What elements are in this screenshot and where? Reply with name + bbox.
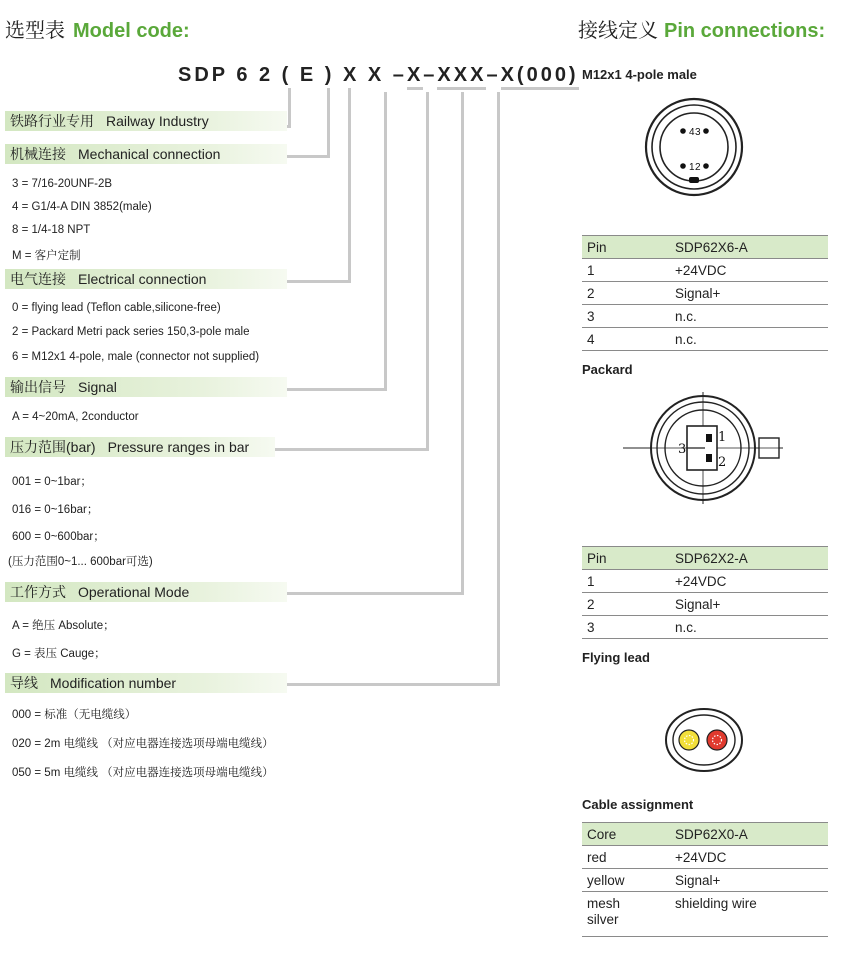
connector-line — [282, 155, 330, 158]
flying-lead-title: Flying lead — [582, 650, 650, 665]
table-cell: Signal+ — [670, 593, 828, 616]
packard-pin-label: 2 — [718, 455, 727, 470]
table-header-cell: Core — [582, 823, 670, 846]
band-mode — [5, 582, 287, 602]
cable-assignment-table — [582, 822, 828, 937]
table-cell: red — [582, 846, 670, 869]
model-code-string — [178, 64, 579, 87]
band-railway — [5, 111, 287, 131]
pin-connections-header-cn: 接线定义 — [578, 20, 658, 42]
model-code-header-en: Model code: — [73, 20, 190, 42]
connector-line — [270, 448, 429, 451]
band-mechanical-en: Mechanical connection — [78, 146, 221, 162]
m12-title: M12x1 4-pole male — [582, 67, 697, 82]
band-mechanical — [5, 144, 287, 164]
table-header-cell: Pin — [582, 547, 670, 570]
table-header-cell: Pin — [582, 236, 670, 259]
pin-connections-header-en: Pin connections: — [664, 20, 826, 42]
band-pressure-en: Pressure ranges in bar — [107, 439, 250, 455]
mode-option: A = 绝压 Absolute； — [12, 620, 115, 632]
m12-pin-label: 4 — [689, 127, 695, 138]
table-header-row — [582, 547, 828, 570]
table-row — [582, 282, 828, 305]
model-code-prefix: SDP 6 2 ( E ) X X – — [178, 64, 407, 86]
signal-option: A = 4~20mA, 2conductor — [12, 411, 139, 423]
silver-core-label: silver — [587, 912, 619, 927]
flying-lead-cable-diagram — [664, 707, 744, 773]
connector-line — [348, 88, 351, 283]
connector-line — [426, 92, 429, 451]
band-modification-cn: 导线 — [10, 675, 38, 691]
model-code-dash: – — [486, 64, 501, 86]
table-cell — [582, 892, 670, 937]
model-code-segment-signal: X — [407, 64, 423, 90]
modification-option: 000 = 标准（无电缆线） — [12, 709, 137, 721]
connector-line — [327, 88, 330, 158]
connector-line — [384, 92, 387, 391]
table-cell: 1 — [582, 259, 670, 282]
pressure-note: (压力范围0~1... 600bar可选) — [8, 556, 153, 568]
model-code-segment-mode: X — [501, 64, 517, 90]
connector-line — [282, 388, 387, 391]
connector-line — [282, 592, 464, 595]
connector-line — [497, 92, 500, 686]
mesh-core-label: mesh — [587, 896, 621, 911]
table-cell: 4 — [582, 328, 670, 351]
band-electrical — [5, 269, 287, 289]
table-cell: n.c. — [670, 305, 828, 328]
table-cell: +24VDC — [670, 846, 828, 869]
packard-pin-table — [582, 546, 828, 639]
table-row — [582, 328, 828, 351]
m12-pin-label: 2 — [695, 162, 701, 173]
m12-pin-label: 3 — [695, 127, 701, 138]
band-signal — [5, 377, 287, 397]
table-cell: 2 — [582, 282, 670, 305]
table-cell: 2 — [582, 593, 670, 616]
table-cell: n.c. — [670, 328, 828, 351]
table-cell: 3 — [582, 616, 670, 639]
packard-title: Packard — [582, 362, 633, 377]
band-mechanical-cn: 机械连接 — [10, 146, 66, 162]
table-row — [582, 259, 828, 282]
table-row — [582, 846, 828, 869]
modification-option: 050 = 5m 电缆线 （对应电器连接选项母端电缆线） — [12, 767, 274, 779]
table-header-cell: SDP62X0-A — [670, 823, 828, 846]
m12-connector-diagram — [643, 96, 745, 198]
electrical-option: 0 = flying lead (Teflon cable,silicone-free) — [12, 302, 221, 314]
band-mode-cn: 工作方式 — [10, 584, 66, 600]
table-row — [582, 570, 828, 593]
mechanical-option: 3 = 7/16-20UNF-2B — [12, 178, 113, 190]
model-code-header — [5, 14, 190, 43]
band-mode-en: Operational Mode — [78, 584, 190, 600]
band-modification-en: Modification number — [50, 675, 177, 691]
band-signal-en: Signal — [78, 379, 117, 395]
connector-line — [461, 92, 464, 595]
packard-pin-label: 1 — [718, 430, 727, 445]
connector-line — [288, 88, 291, 128]
connector-line — [282, 280, 351, 283]
electrical-option: 6 = M12x1 4-pole, male (connector not supplied) — [12, 351, 260, 363]
pressure-option: 600 = 0~600bar； — [12, 531, 105, 543]
pressure-option: 001 = 0~1bar； — [12, 476, 92, 488]
table-header-cell: SDP62X2-A — [670, 547, 828, 570]
model-code-segment-modification: (000) — [517, 64, 579, 90]
table-header-row — [582, 823, 828, 846]
band-railway-cn: 铁路行业专用 — [10, 113, 94, 129]
table-row — [582, 616, 828, 639]
band-pressure-cn: 压力范围(bar) — [10, 439, 96, 455]
table-cell: yellow — [582, 869, 670, 892]
mode-option: G = 表压 Cauge； — [12, 648, 106, 660]
mechanical-option: 8 = 1/4-18 NPT — [12, 224, 91, 236]
packard-pin-label: 3 — [678, 442, 687, 457]
band-electrical-cn: 电气连接 — [10, 271, 66, 287]
table-row — [582, 305, 828, 328]
modification-option: 020 = 2m 电缆线 （对应电器连接选项母端电缆线） — [12, 738, 274, 750]
pin-connections-header — [578, 14, 825, 43]
model-code-dash: – — [423, 64, 438, 86]
band-pressure — [5, 437, 275, 457]
m12-pin-label: 1 — [689, 162, 695, 173]
table-header-row — [582, 236, 828, 259]
table-cell: n.c. — [670, 616, 828, 639]
table-cell: +24VDC — [670, 259, 828, 282]
model-code-header-cn: 选型表 — [5, 20, 65, 42]
mechanical-option: 4 = G1/4-A DIN 3852(male) — [12, 201, 152, 213]
model-code-segment-pressure: XXX — [437, 64, 486, 90]
table-cell: 1 — [582, 570, 670, 593]
table-row — [582, 593, 828, 616]
packard-connector-diagram — [623, 392, 785, 504]
table-row — [582, 892, 828, 937]
table-header-cell: SDP62X6-A — [670, 236, 828, 259]
band-railway-en: Railway Industry — [106, 113, 209, 129]
connector-line — [282, 683, 500, 686]
table-cell: 3 — [582, 305, 670, 328]
table-cell: Signal+ — [670, 282, 828, 305]
m12-pin-table — [582, 235, 828, 351]
cable-assignment-title: Cable assignment — [582, 797, 694, 812]
table-cell: +24VDC — [670, 570, 828, 593]
table-cell: Signal+ — [670, 869, 828, 892]
band-modification — [5, 673, 287, 693]
table-row — [582, 869, 828, 892]
band-electrical-en: Electrical connection — [78, 271, 207, 287]
electrical-option: 2 = Packard Metri pack series 150,3-pole male — [12, 326, 250, 338]
band-signal-cn: 输出信号 — [10, 379, 66, 395]
table-cell: shielding wire — [670, 892, 828, 937]
mechanical-option: M = 客户定制 — [12, 250, 81, 262]
pressure-option: 016 = 0~16bar； — [12, 504, 99, 516]
